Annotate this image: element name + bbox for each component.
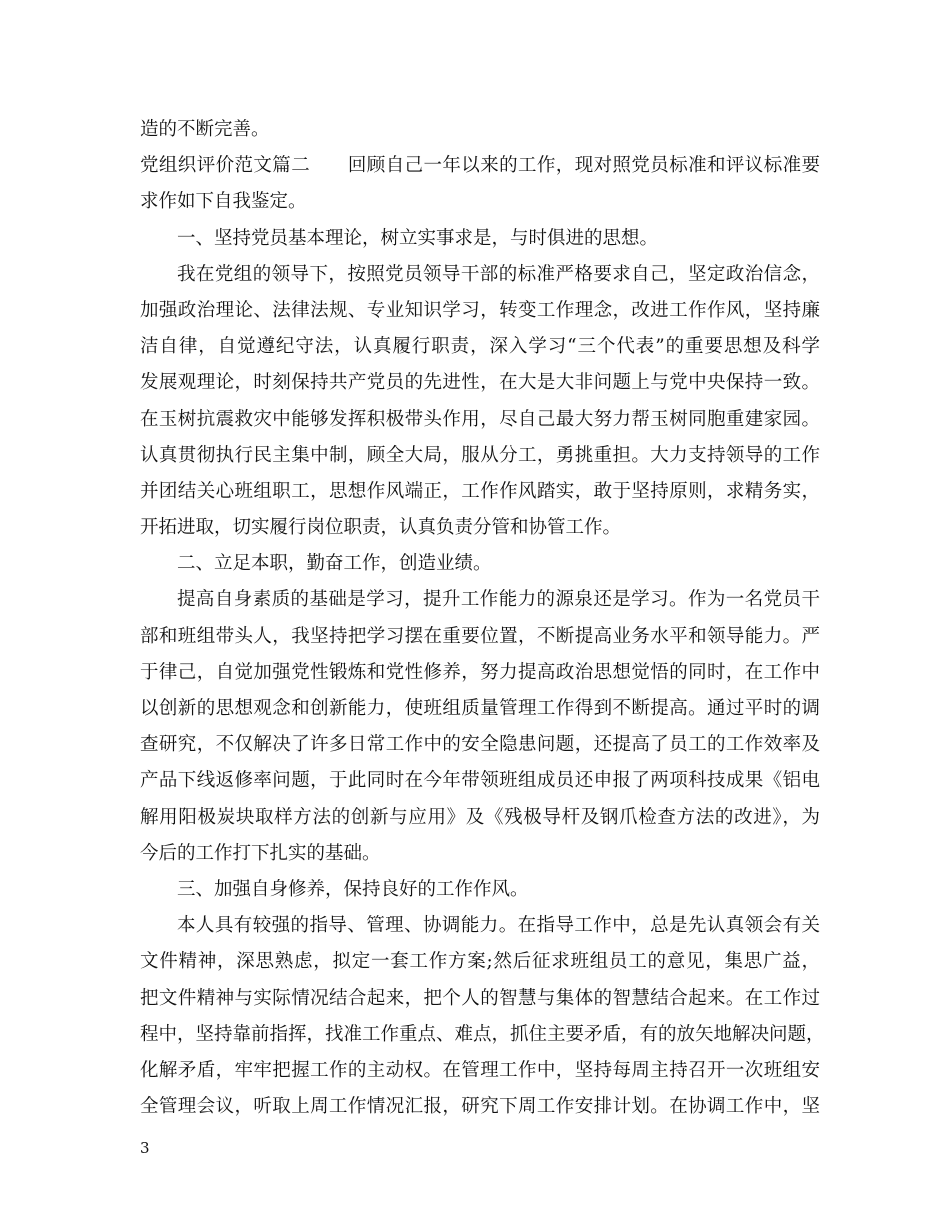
text-line: 一、坚持党员基本理论，树立实事求是，与时俱进的思想。	[177, 227, 659, 249]
text-line: 把文件精神与实际情况结合起来，把个人的智慧与集体的智慧结合起来。在工作过	[140, 987, 820, 1009]
document-body	[140, 112, 825, 1125]
text-line: 三、加强自身修养，保持良好的工作作风。	[177, 878, 529, 900]
text-line: 部和班组带头人，我坚持把学习摆在重要位置，不断提高业务水平和领导能力。严	[140, 625, 820, 647]
text-line: 化解矛盾，牢牢把握工作的主动权。在管理工作中，坚持每周主持召开一次班组安	[140, 1059, 820, 1081]
text-line: 认真贯彻执行民主集中制，顾全大局，服从分工，勇挑重担。大力支持领导的工作	[140, 444, 820, 466]
text-line: 今后的工作打下扎实的基础。	[140, 842, 381, 864]
text-line: 开拓进取，切实履行岗位职责，认真负责分管和协管工作。	[140, 517, 622, 539]
text-line: 全管理会议，听取上周工作情况汇报，研究下周工作安排计划。在协调工作中，坚	[140, 1096, 820, 1118]
text-line: 解用阳极炭块取样方法的创新与应用》及《残极导杆及钢爪检查方法的改进》，为	[140, 806, 820, 828]
text-line: 并团结关心班组职工，思想作风端正，工作作风踏实，敢于坚持原则，求精务实，	[140, 480, 820, 502]
text-line: 加强政治理论、法律法规、专业知识学习，转变工作理念，改进工作作风，坚持廉	[140, 299, 820, 321]
text-line: 提高自身素质的基础是学习，提升工作能力的源泉还是学习。作为一名党员干	[177, 589, 820, 611]
text-line: 于律己，自觉加强党性锻炼和党性修养，努力提高政治思想觉悟的同时，在工作中	[140, 661, 820, 683]
text-line: 以创新的思想观念和创新能力，使班组质量管理工作得到不断提高。通过平时的调	[140, 698, 820, 719]
text-line: 党组织评价范文篇二 回顾自己一年以来的工作，现对照党员标准和评议标准要	[140, 155, 820, 177]
text-line: 产品下线返修率问题，于此同时在今年带领班组成员还申报了两项科技成果《铝电	[140, 770, 820, 792]
text-line: 求作如下自我鉴定。	[140, 191, 307, 213]
text-line: 本人具有较强的指导、管理、协调能力。在指导工作中，总是先认真领会有关	[177, 915, 820, 937]
page-number: 3	[140, 1139, 150, 1157]
text-line: 查研究，不仅解决了许多日常工作中的安全隐患问题，还提高了员工的工作效率及	[140, 734, 820, 756]
text-line: 我在党组的领导下，按照党员领导干部的标准严格要求自己，坚定政治信念，	[177, 263, 820, 285]
text-line: 程中，坚持靠前指挥，找准工作重点、难点，抓住主要矛盾，有的放矢地解决问题，	[140, 1023, 825, 1045]
text-line: 文件精神，深思熟虑，拟定一套工作方案;然后征求班组员工的意见，集思广益，	[140, 951, 820, 973]
text-line: 洁自律，自觉遵纪守法，认真履行职责，深入学习“三个代表”的重要思想及科学	[140, 336, 820, 358]
text-line: 在玉树抗震救灾中能够发挥积极带头作用，尽自己最大努力帮玉树同胞重建家园。	[140, 408, 820, 430]
text-line: 造的不断完善。	[140, 119, 270, 140]
text-line: 发展观理论，时刻保持共产党员的先进性，在大是大非问题上与党中央保持一致。	[140, 372, 820, 394]
text-line: 二、立足本职，勤奋工作，创造业绩。	[177, 553, 492, 575]
